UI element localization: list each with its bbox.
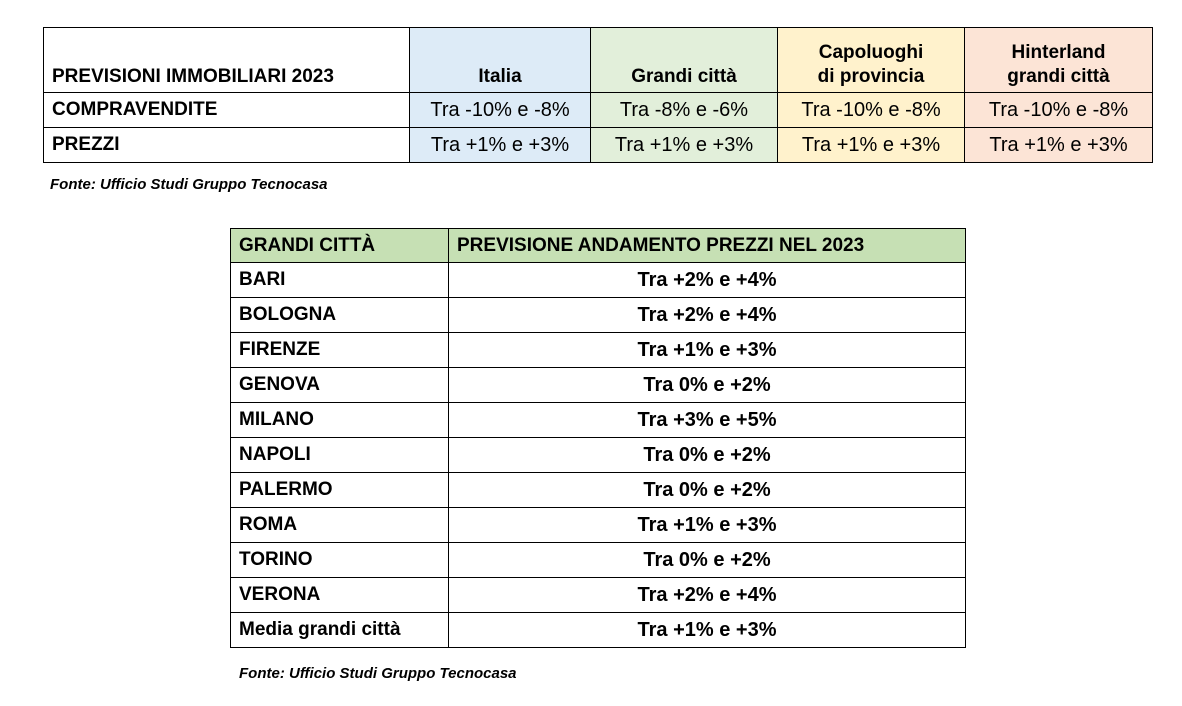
column-header-label: Italia	[478, 66, 522, 87]
row-label: COMPRAVENDITE	[44, 93, 410, 128]
table-body	[231, 263, 966, 648]
city-name: VERONA	[231, 578, 449, 613]
source-note: Fonte: Ufficio Studi Gruppo Tecnocasa	[239, 665, 517, 682]
table-cell: Tra -10% e -8%	[410, 93, 591, 128]
table-row	[231, 508, 966, 543]
table-cell: Tra -8% e -6%	[591, 93, 778, 128]
price-forecast: Tra 0% e +2%	[449, 543, 966, 578]
table-row	[231, 578, 966, 613]
table-row	[231, 613, 966, 648]
table-cell: Tra +1% e +3%	[591, 128, 778, 163]
table-row	[231, 403, 966, 438]
price-forecast: Tra 0% e +2%	[449, 438, 966, 473]
market-forecast-table	[43, 27, 1153, 163]
column-header-italia	[410, 28, 591, 93]
table-row	[231, 263, 966, 298]
table-row	[231, 438, 966, 473]
table-row	[231, 333, 966, 368]
column-header-label: Grandi città	[631, 66, 737, 87]
column-header-forecast: PREVISIONE ANDAMENTO PREZZI NEL 2023	[449, 229, 966, 263]
table-row	[231, 298, 966, 333]
table-cell: Tra -10% e -8%	[778, 93, 965, 128]
source-note: Fonte: Ufficio Studi Gruppo Tecnocasa	[50, 176, 328, 193]
price-forecast: Tra 0% e +2%	[449, 368, 966, 403]
price-forecast: Tra +1% e +3%	[449, 333, 966, 368]
column-header-hinterland	[965, 28, 1153, 93]
table-cell: Tra -10% e -8%	[965, 93, 1153, 128]
city-name: MILANO	[231, 403, 449, 438]
column-header-capoluoghi	[778, 28, 965, 93]
city-price-forecast-table	[230, 228, 966, 648]
table-header-row	[231, 229, 966, 263]
price-forecast: Tra +2% e +4%	[449, 298, 966, 333]
price-forecast: Tra +2% e +4%	[449, 263, 966, 298]
table-header-row	[44, 28, 1153, 93]
city-name: TORINO	[231, 543, 449, 578]
price-forecast: Tra +1% e +3%	[449, 508, 966, 543]
price-forecast: Tra +2% e +4%	[449, 578, 966, 613]
city-name: GENOVA	[231, 368, 449, 403]
table-row-prezzi	[44, 128, 1153, 163]
column-header-label: Capoluoghi di provincia	[817, 42, 925, 87]
table-row	[231, 473, 966, 508]
table-cell: Tra +1% e +3%	[965, 128, 1153, 163]
city-name: NAPOLI	[231, 438, 449, 473]
city-name: BARI	[231, 263, 449, 298]
price-forecast: Tra +1% e +3%	[449, 613, 966, 648]
table-cell: Tra +1% e +3%	[410, 128, 591, 163]
city-name: BOLOGNA	[231, 298, 449, 333]
column-header-grandi-citta	[591, 28, 778, 93]
city-name: Media grandi città	[231, 613, 449, 648]
table-corner-title: PREVISIONI IMMOBILIARI 2023	[44, 28, 410, 93]
table-row	[231, 543, 966, 578]
table-row	[231, 368, 966, 403]
table-cell: Tra +1% e +3%	[778, 128, 965, 163]
column-header-label: Hinterland grandi città	[1007, 42, 1110, 87]
city-name: FIRENZE	[231, 333, 449, 368]
price-forecast: Tra 0% e +2%	[449, 473, 966, 508]
city-name: PALERMO	[231, 473, 449, 508]
row-label: PREZZI	[44, 128, 410, 163]
price-forecast: Tra +3% e +5%	[449, 403, 966, 438]
table-row-compravendite	[44, 93, 1153, 128]
city-name: ROMA	[231, 508, 449, 543]
column-header-city: GRANDI CITTÀ	[231, 229, 449, 263]
